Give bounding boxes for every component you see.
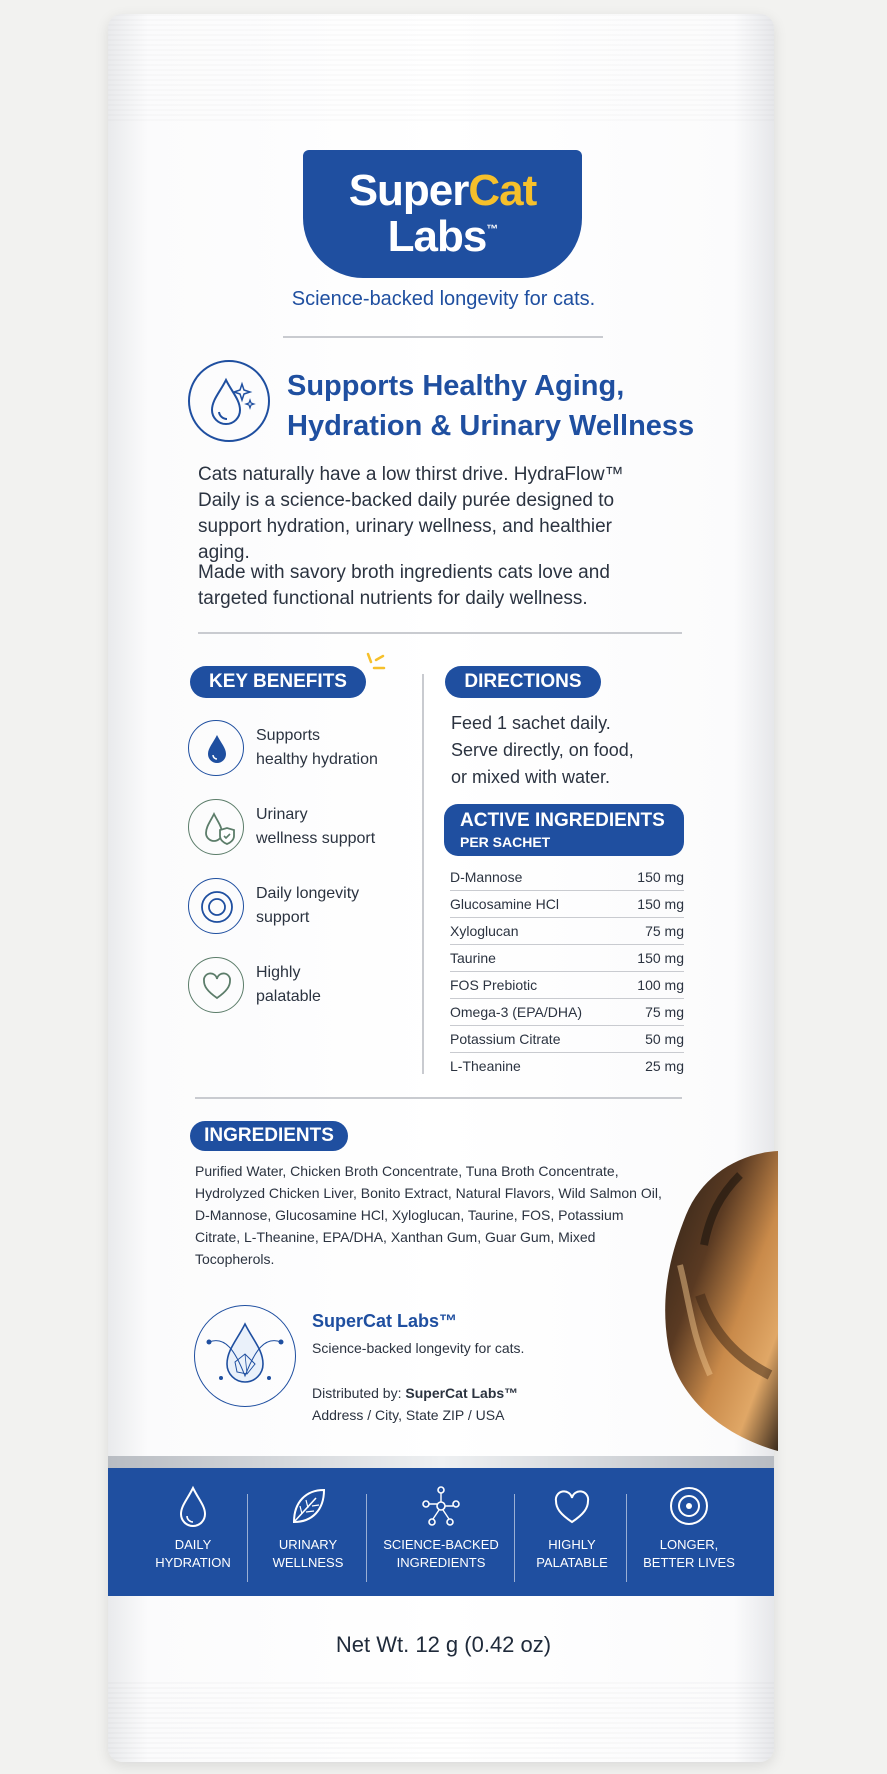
ingredient-amount: 50 mg xyxy=(645,1031,684,1047)
heart-icon xyxy=(550,1484,594,1528)
band-label-line-2: HYDRATION xyxy=(155,1555,231,1570)
footer-brand-name: SuperCat Labs™ xyxy=(312,1311,458,1331)
column-divider xyxy=(422,674,424,1074)
divider xyxy=(198,632,682,634)
band-item-urinary xyxy=(258,1478,358,1588)
ingredient-amount: 150 mg xyxy=(637,896,684,912)
benefit-label-line-1: Supports xyxy=(256,727,321,744)
top-seal xyxy=(108,14,774,124)
band-label-line-1: SCIENCE-BACKED xyxy=(383,1537,499,1552)
bottom-seal xyxy=(108,1682,774,1762)
distributor-name: SuperCat Labs™ xyxy=(405,1385,519,1401)
table-row xyxy=(450,1053,684,1080)
logo-word-cat: Cat xyxy=(468,166,537,215)
headline-line-1: Supports Healthy Aging, xyxy=(287,370,625,402)
cat-tail-illustration xyxy=(620,1145,780,1455)
band-divider xyxy=(626,1494,627,1582)
table-row xyxy=(450,864,684,891)
benefit-hydration xyxy=(188,720,388,778)
footer-brand-tagline: Science-backed longevity for cats. xyxy=(312,1340,525,1356)
ingredient-name: Xyloglucan xyxy=(450,923,519,939)
benefit-label-line-2: wellness support xyxy=(256,830,376,847)
water-drop-icon xyxy=(188,720,244,776)
ingredient-amount: 75 mg xyxy=(645,1004,684,1020)
table-row xyxy=(450,945,684,972)
sparkle-drop-icon xyxy=(188,360,270,442)
ingredient-name: Omega-3 (EPA/DHA) xyxy=(450,1004,582,1020)
drop-icon xyxy=(173,1484,213,1528)
benefit-label-line-2: healthy hydration xyxy=(256,751,378,768)
heart-icon xyxy=(188,957,244,1013)
ingredient-amount: 150 mg xyxy=(637,869,684,885)
net-weight: Net Wt. 12 g (0.42 oz) xyxy=(335,1632,552,1657)
directions-line-2: Serve directly, on food, xyxy=(451,740,634,760)
band-item-hydration xyxy=(143,1478,243,1588)
logo-trademark: ™ xyxy=(486,222,498,236)
band-divider xyxy=(247,1494,248,1582)
intro-paragraph-2: Made with savory broth ingredients cats love and targeted functional nutrients for daily wellness. xyxy=(198,562,610,609)
ingredient-name: Glucosamine HCl xyxy=(450,896,559,912)
ingredient-name: D-Mannose xyxy=(450,869,523,885)
target-circle-icon xyxy=(188,878,244,934)
active-ingredients-subtitle: PER SACHET xyxy=(460,834,551,850)
directions-line-1: Feed 1 sachet daily. xyxy=(451,713,611,733)
logo-word-labs: Labs xyxy=(387,212,487,261)
benefit-label-line-1: Daily longevity xyxy=(256,885,360,902)
table-row xyxy=(450,972,684,999)
benefit-label-line-1: Highly xyxy=(256,964,301,981)
table-row xyxy=(450,1026,684,1053)
ingredient-name: Taurine xyxy=(450,950,496,966)
directions-text xyxy=(451,710,691,791)
drop-shield-icon xyxy=(188,799,244,855)
band-divider xyxy=(366,1494,367,1582)
benefit-urinary xyxy=(188,799,388,857)
sparkle-accent-icon xyxy=(362,650,392,680)
directions-heading: DIRECTIONS xyxy=(445,666,601,698)
active-ingredients-table xyxy=(450,864,684,1080)
ingredient-amount: 100 mg xyxy=(637,977,684,993)
benefit-label-line-2: palatable xyxy=(256,988,321,1005)
divider xyxy=(283,336,603,338)
ingredient-name: FOS Prebiotic xyxy=(450,977,538,993)
brand-logo xyxy=(303,150,582,278)
active-ingredients-title: ACTIVE INGREDIENTS xyxy=(460,810,665,831)
headline xyxy=(287,366,727,446)
band-label-line-1: LONGER, xyxy=(659,1537,719,1552)
benefit-longevity xyxy=(188,878,388,936)
leaf-icon xyxy=(286,1484,330,1528)
table-row xyxy=(450,891,684,918)
tagline: Science-backed longevity for cats. xyxy=(291,288,596,310)
ingredient-name: L-Theanine xyxy=(450,1058,521,1074)
ingredient-amount: 150 mg xyxy=(637,950,684,966)
band-item-longevity xyxy=(634,1478,744,1588)
ingredient-amount: 25 mg xyxy=(645,1058,684,1074)
benefit-palatable xyxy=(188,957,388,1015)
distributor-info xyxy=(312,1382,518,1426)
table-row xyxy=(450,918,684,945)
band-label-line-2: WELLNESS xyxy=(272,1555,344,1570)
band-label-line-1: URINARY xyxy=(278,1537,338,1552)
benefit-label-line-1: Urinary xyxy=(256,806,308,823)
silver-strip xyxy=(108,1456,774,1468)
band-item-science xyxy=(376,1478,506,1588)
band-label-line-2: BETTER LIVES xyxy=(643,1555,735,1570)
key-benefits-heading: KEY BENEFITS xyxy=(190,666,366,698)
ingredient-amount: 75 mg xyxy=(645,923,684,939)
ingredients-list: Purified Water, Chicken Broth Concentrate, Tuna Broth Concentrate, Hydrolyzed Chicken Liver, Bonito Extract, Natural Flavors, Wild Salmon Oil, D-Mannose, Glucosamine HCl, Xyloglucan, Taurine, FOS, Potassium Citrate, L-Theanine, EPA/DHA, Xanthan Gum, Guar Gum, Mixed Tocopherols. xyxy=(195,1163,662,1267)
molecular-drop-icon xyxy=(194,1305,296,1407)
band-divider xyxy=(514,1494,515,1582)
distributor-label: Distributed by: xyxy=(312,1385,406,1401)
band-label-line-1: DAILY xyxy=(174,1537,212,1552)
active-ingredients-heading xyxy=(444,804,684,856)
band-label-line-2: INGREDIENTS xyxy=(396,1555,486,1570)
divider xyxy=(195,1097,682,1099)
headline-line-2: Hydration & Urinary Wellness xyxy=(287,410,695,442)
intro-paragraph-1: Cats naturally have a low thirst drive. HydraFlow™ Daily is a science-backed daily purée designed to support hydration, urinary wellness, and healthier aging. xyxy=(198,464,624,563)
logo-word-super: Super xyxy=(348,166,469,215)
ingredients-heading: INGREDIENTS xyxy=(190,1121,348,1151)
distributor-address: Address / City, State ZIP / USA xyxy=(312,1407,505,1423)
ingredient-name: Potassium Citrate xyxy=(450,1031,561,1047)
directions-line-3: or mixed with water. xyxy=(451,767,611,787)
benefit-label-line-2: support xyxy=(256,909,310,926)
band-label-line-2: PALATABLE xyxy=(536,1555,608,1570)
band-label-line-1: HIGHLY xyxy=(548,1537,596,1552)
table-row xyxy=(450,999,684,1026)
band-item-palatable xyxy=(522,1478,622,1588)
target-icon xyxy=(667,1484,711,1528)
molecule-icon xyxy=(418,1484,464,1528)
